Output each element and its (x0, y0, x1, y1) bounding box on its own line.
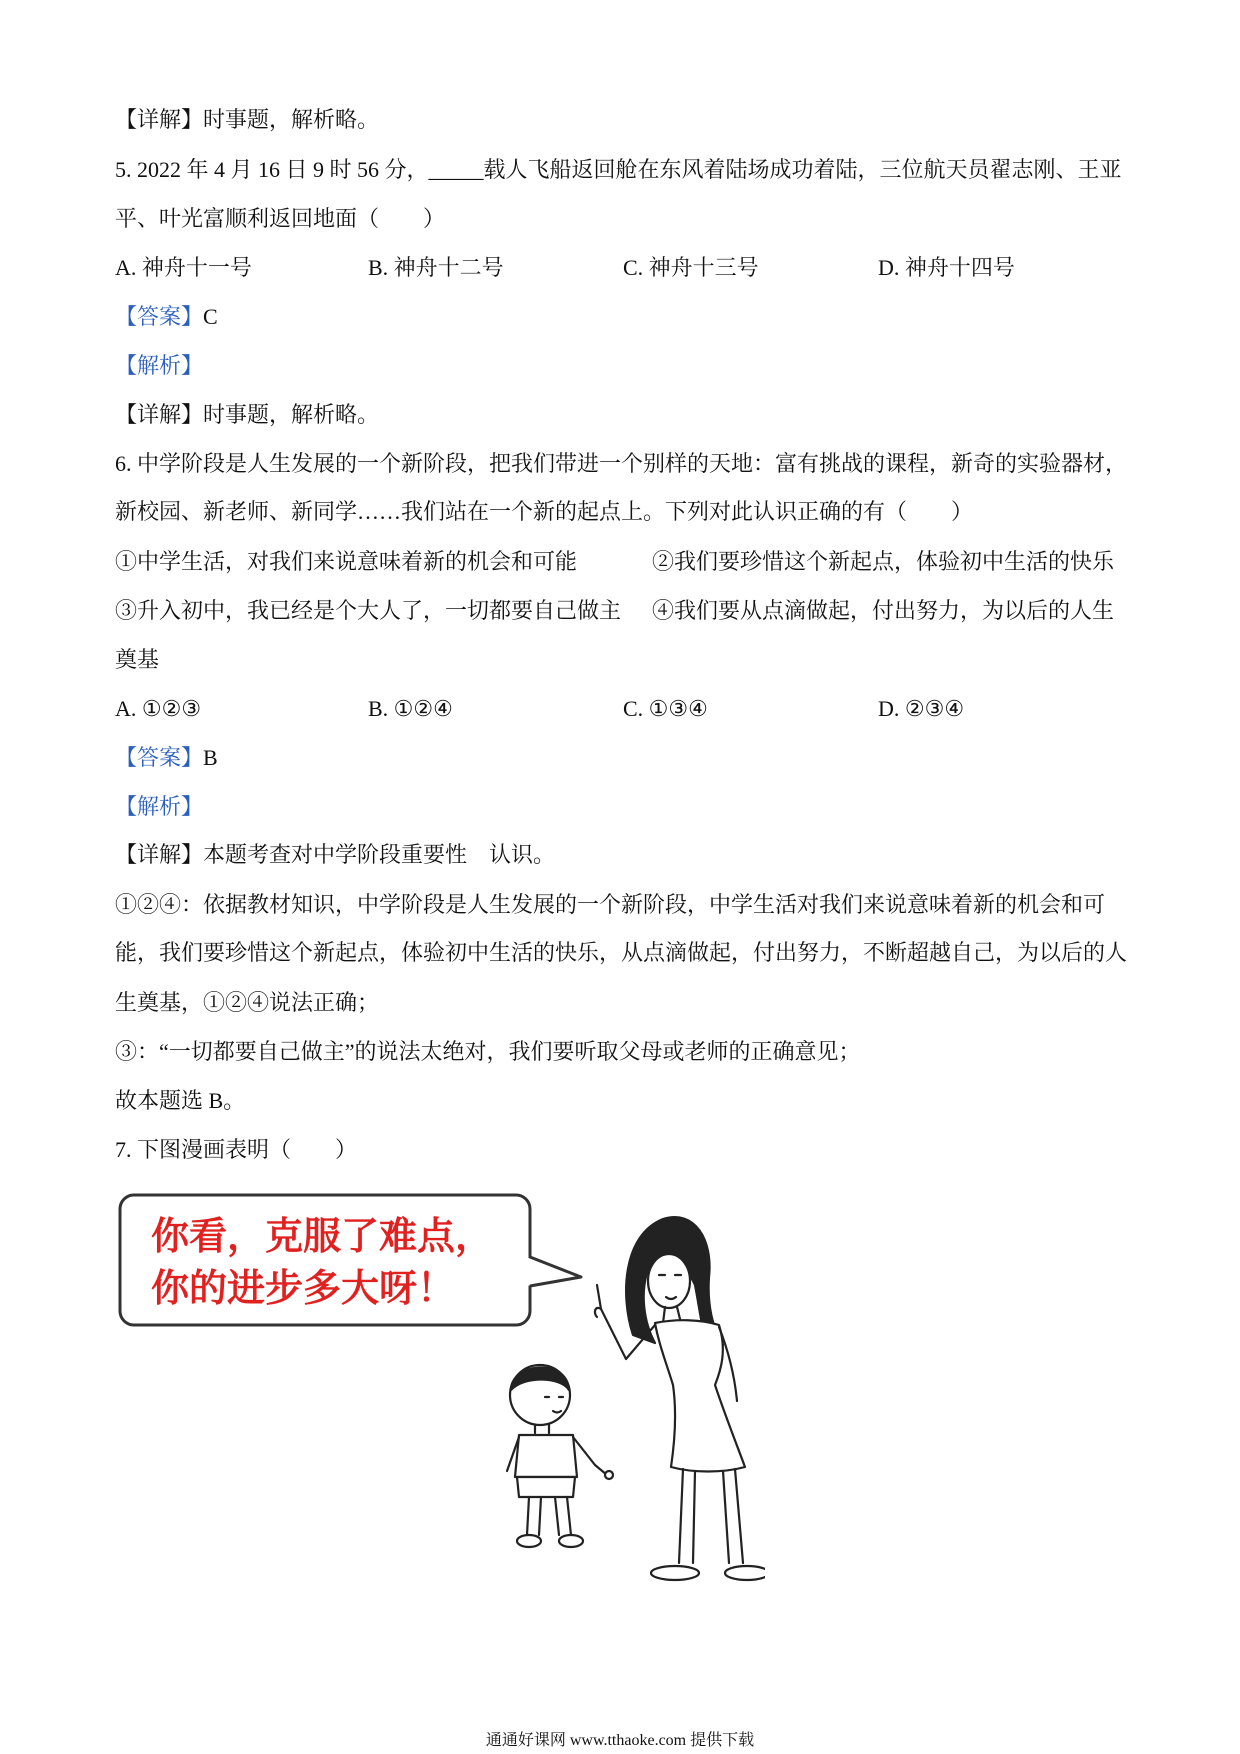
q6-explanation-line: ③：“一切都要自己做主”的说法太绝对，我们要听取父母或老师的正确意见； (115, 1039, 861, 1064)
speech-bubble (120, 1195, 581, 1325)
q5-analysis-label: 【解析】 (115, 353, 204, 378)
q6-analysis-label: 【解析】 (115, 794, 204, 819)
q6-option-b: B. ①②④ (368, 696, 453, 721)
footer-source: 通通好课网 www.tthaoke.com 提供下载 (485, 1732, 755, 1749)
q5-option-a: A. 神舟十一号 (115, 255, 252, 280)
q6-answer: B (203, 745, 218, 770)
answer-label: 【答案】 (115, 304, 204, 329)
q5-stem-line1 (115, 155, 1122, 185)
q6-statement-1: ①中学生活，对我们来说意味着新的机会和可能 (115, 549, 578, 574)
q5-option-d: D. 神舟十四号 (878, 255, 1015, 280)
q6-statement-4: ④我们要从点滴做起，付出努力，为以后的人生 (652, 598, 1115, 623)
q6-statement-4-wrap: 奠基 (115, 647, 160, 672)
q6-explanation-line: 能，我们要珍惜这个新起点，体验初中生活的快乐，从点滴做起，付出努力，不断超越自己，为以后的人 (115, 940, 1128, 965)
q6-answer-line (115, 743, 218, 773)
bubble-line-1: 你看，克服了难点， (151, 1214, 494, 1258)
detail-label: 【详解】 (115, 107, 204, 132)
detail-text: 时事题，解析略。 (203, 107, 380, 132)
q5-detail-line (115, 400, 379, 430)
q6-explanation-line: 生奠基，①②④说法正确； (115, 990, 380, 1015)
detail-text: 时事题，解析略。 (203, 402, 380, 427)
q5-option-c: C. 神舟十三号 (623, 255, 759, 280)
woman-figure (595, 1217, 765, 1580)
bubble-line-2: 你的进步多大呀！ (151, 1266, 456, 1310)
q6-explanation-line: 故本题选 B。 (115, 1088, 246, 1113)
answer-label: 【答案】 (115, 745, 204, 770)
q5-stem-part1: 5. 2022 年 4 月 16 日 9 时 56 分， (115, 157, 429, 182)
q5-blank: _____ (428, 157, 484, 182)
q6-detail-line (115, 840, 555, 870)
detail-label: 【详解】 (115, 402, 204, 427)
boy-figure (507, 1365, 613, 1547)
q6-option-a: A. ①②③ (115, 696, 202, 721)
q5-answer-line (115, 302, 218, 332)
q6-stem-line2: 新校园、新老师、新同学……我们站在一个新的起点上。下列对此认识正确的有（ ） (115, 499, 974, 524)
q6-explanation-line: ①②④：依据教材知识，中学阶段是人生发展的一个新阶段，中学生活对我们来说意味着新的机会和可 (115, 892, 1106, 917)
q7-stem: 7. 下图漫画表明（ ） (115, 1137, 358, 1162)
q6-statement-2: ②我们要珍惜这个新起点，体验初中生活的快乐 (652, 549, 1115, 574)
q5-stem-part2: 载人飞船返回舱在东风着陆场成功着陆，三位航天员翟志刚、王亚 (483, 157, 1122, 182)
q6-statement-3: ③升入初中，我已经是个大人了，一切都要自己做主 (115, 598, 622, 623)
cartoon-illustration (115, 1185, 765, 1595)
q5-answer: C (203, 304, 218, 329)
detail-label: 【详解】 (115, 842, 204, 867)
detail-text: 本题考查对中学阶段重要性 认识。 (203, 842, 556, 867)
q6-option-c: C. ①③④ (623, 696, 708, 721)
q5-option-b: B. 神舟十二号 (368, 255, 504, 280)
q5-stem-line2: 平、叶光富顺利返回地面（ ） (115, 206, 446, 231)
q6-option-d: D. ②③④ (878, 696, 965, 721)
q6-stem-line1: 6. 中学阶段是人生发展的一个新阶段，把我们带进一个别样的天地：富有挑战的课程，新奇的实验器材， (115, 451, 1128, 476)
q4-detail-line (115, 105, 379, 135)
